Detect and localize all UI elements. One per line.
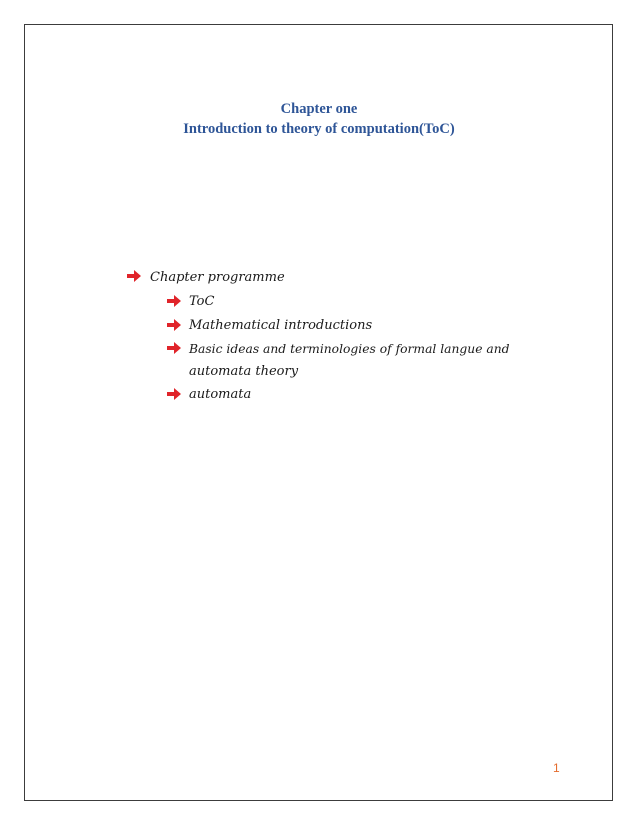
outline-item-automata: automata: [189, 387, 252, 402]
outline-item-math-intro: Mathematical introductions: [189, 318, 373, 333]
outline-item-basic-ideas-continued: automata theory: [189, 364, 299, 379]
outline-item-basic-ideas: Basic ideas and terminologies of formal langue and: [189, 342, 510, 356]
outline-item-toc: ToC: [189, 294, 215, 309]
page-number: 1: [553, 761, 560, 775]
red-arrow-bullet-icon: [167, 295, 181, 307]
chapter-number-title: Chapter one: [280, 101, 358, 117]
page-border: [24, 24, 613, 801]
red-arrow-bullet-icon: [167, 342, 181, 354]
red-arrow-bullet-icon: [167, 319, 181, 331]
red-arrow-bullet-icon: [127, 270, 141, 282]
red-arrow-bullet-icon: [167, 388, 181, 400]
chapter-programme-label: Chapter programme: [150, 270, 285, 285]
chapter-subtitle: Introduction to theory of computation(ToC): [183, 121, 455, 137]
